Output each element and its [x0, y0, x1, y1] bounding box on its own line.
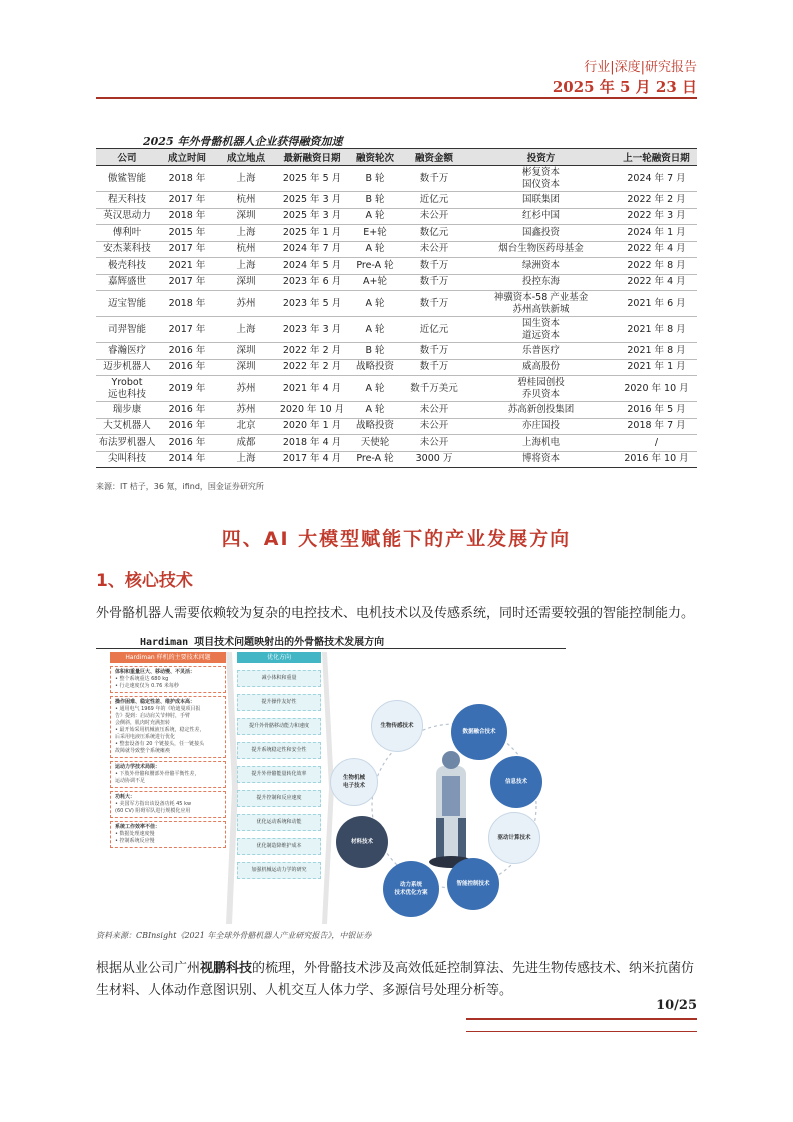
table-cell: 数千万美元 — [402, 376, 466, 402]
table-cell: 睿瀚医疗 — [96, 343, 158, 360]
table-cell: 迈步机器人 — [96, 359, 158, 376]
table-cell: 3000 万 — [402, 451, 466, 468]
problem-item: • 行走速度仅为 0.76 米每秒 — [115, 683, 179, 689]
table-cell: 2018 年 — [158, 291, 216, 317]
subsection-title: 1、核心技术 — [96, 571, 193, 591]
problem-item: (60 CV) 阻碍军队进行规模化应用 — [115, 808, 191, 814]
table-cell: 安杰莱科技 — [96, 241, 158, 258]
table-cell: 2017 年 — [158, 317, 216, 343]
middle-panel — [237, 652, 321, 879]
table-cell: 2016 年 — [158, 418, 216, 435]
table-cell: 2021 年 6 月 — [616, 291, 697, 317]
tech-circle-right-low: 驱动计算技术 — [488, 812, 540, 864]
table-cell: 国鑫投资 — [466, 225, 616, 242]
table-cell: 2022 年 4 月 — [616, 241, 697, 258]
problem-item: • 美国军方指出该设备功耗 45 kw — [115, 801, 192, 807]
table-cell: 国生资本 道远资本 — [466, 317, 616, 343]
column-header: 成立地点 — [216, 149, 276, 166]
table-cell: 2025 年 1 月 — [276, 225, 348, 242]
table-row — [96, 451, 697, 468]
table-cell: 数千万 — [402, 359, 466, 376]
column-header: 投资方 — [466, 149, 616, 166]
table-cell: 2016 年 — [158, 402, 216, 419]
optimization-item: 提升操作友好性 — [237, 694, 321, 711]
table-cell: 2022 年 2 月 — [276, 343, 348, 360]
problem-box — [110, 761, 226, 788]
table-cell: 2015 年 — [158, 225, 216, 242]
table-cell: 近亿元 — [402, 317, 466, 343]
column-header: 融资轮次 — [348, 149, 402, 166]
table-cell: Pre-A 轮 — [348, 258, 402, 275]
table-cell: 2020 年 10 月 — [616, 376, 697, 402]
table-cell: 2017 年 — [158, 192, 216, 209]
table-cell: 2020 年 1 月 — [276, 418, 348, 435]
table-cell: 2016 年 — [158, 343, 216, 360]
table-row — [96, 258, 697, 275]
table-cell: 2024 年 7 月 — [276, 241, 348, 258]
table-cell: A 轮 — [348, 317, 402, 343]
table-cell: 2025 年 3 月 — [276, 208, 348, 225]
table-cell: 2022 年 8 月 — [616, 258, 697, 275]
table-row — [96, 208, 697, 225]
table-cell: A 轮 — [348, 291, 402, 317]
optimization-item: 提升外骨骼移动能力和速度 — [237, 718, 321, 735]
problem-item: • 整个系统重达 680 kg — [115, 676, 169, 682]
tech-circle-bottom: 动力系统 技术优化方案 — [383, 861, 439, 917]
table-cell: 2022 年 4 月 — [616, 274, 697, 291]
table-cell: 傅利叶 — [96, 225, 158, 242]
table-cell: 苏高新创投集团 — [466, 402, 616, 419]
table-cell: B 轮 — [348, 343, 402, 360]
tech-circle-right: 信息技术 — [490, 756, 542, 808]
table-cell: 成都 — [216, 435, 276, 452]
table-cell: 2017 年 — [158, 241, 216, 258]
footer-rule-thin — [466, 1031, 697, 1032]
table-cell: 数千万 — [402, 166, 466, 192]
table-cell: 深圳 — [216, 359, 276, 376]
table-cell: 2018 年 — [158, 208, 216, 225]
table-cell: 上海机电 — [466, 435, 616, 452]
optimization-item: 减小体积和重量 — [237, 670, 321, 687]
table-cell: 杭州 — [216, 241, 276, 258]
optimization-item: 加强机械运动力学的研究 — [237, 862, 321, 879]
table-cell: 2018 年 4 月 — [276, 435, 348, 452]
header-category: 行业|深度|研究报告 — [584, 60, 697, 75]
table-title: 2025 年外骨骼机器人企业获得融资加速 — [143, 135, 343, 148]
table-cell: 迈宝智能 — [96, 291, 158, 317]
optimization-item: 提升外骨骼能量转化效率 — [237, 766, 321, 783]
table-cell: 近亿元 — [402, 192, 466, 209]
table-cell: E+轮 — [348, 225, 402, 242]
table-row — [96, 291, 697, 317]
table-cell: 布法罗机器人 — [96, 435, 158, 452]
table-cell: 神骥资本-58 产业基金 苏州高铁新城 — [466, 291, 616, 317]
table-cell: 2024 年 5 月 — [276, 258, 348, 275]
table-cell: 嘉辉盛世 — [96, 274, 158, 291]
table-cell: 2019 年 — [158, 376, 216, 402]
table-cell: 2021 年 1 月 — [616, 359, 697, 376]
table-cell: 烟台生物医药母基金 — [466, 241, 616, 258]
table-cell: 上海 — [216, 317, 276, 343]
problem-item: 后采用电液压系统进行优化 — [115, 734, 176, 740]
table-cell: 数千万 — [402, 274, 466, 291]
left-panel-header: Hardiman 样机的主要技术问题 — [110, 652, 226, 663]
table-cell: 尖叫科技 — [96, 451, 158, 468]
table-cell: A 轮 — [348, 241, 402, 258]
problem-box — [110, 821, 226, 848]
header-date: 2025 年 5 月 23 日 — [552, 78, 697, 96]
table-cell: 数千万 — [402, 258, 466, 275]
table-cell: 2020 年 10 月 — [276, 402, 348, 419]
figure-source: 资料来源：CBInsight《2021 年全球外骨骼机器人产业研究报告》，中银证券 — [96, 931, 372, 940]
tech-circle-left: 材料技术 — [336, 816, 388, 868]
table-cell: 2016 年 — [158, 435, 216, 452]
column-header: 公司 — [96, 149, 158, 166]
table-cell: 天使轮 — [348, 435, 402, 452]
problem-box-title: 运动力学技术局限： — [115, 764, 161, 770]
table-cell: 数千万 — [402, 291, 466, 317]
optimization-item: 提升系统稳定性和安全性 — [237, 742, 321, 759]
problem-item: • 下肢外骨骼和腰部外骨骼平衡性差， — [115, 771, 200, 777]
footer-rule — [466, 1018, 697, 1020]
tech-circle-bottom-right: 智能控制技术 — [447, 858, 499, 910]
table-cell: 乐普医疗 — [466, 343, 616, 360]
problem-box-title: 体积和重量巨大、移动慢、不灵活： — [115, 669, 196, 675]
figure-title: Hardiman 项目技术问题映射出的外骨骼技术发展方向 — [140, 637, 385, 648]
table-cell: 2025 年 5 月 — [276, 166, 348, 192]
tech-figure — [100, 652, 562, 924]
tech-circle-top-right: 数据融合技术 — [451, 704, 507, 760]
table-cell: 未公开 — [402, 418, 466, 435]
table-cell: 未公开 — [402, 402, 466, 419]
table-cell: 未公开 — [402, 208, 466, 225]
table-cell: 2017 年 4 月 — [276, 451, 348, 468]
paragraph-2-company: 视鹏科技 — [200, 961, 253, 976]
page-number: 10/25 — [656, 998, 697, 1013]
tech-circle-left-top: 生物机械 电子技术 — [330, 758, 378, 806]
problem-box-title: 系统工作效率不佳： — [115, 824, 161, 830]
table-header-row — [96, 149, 697, 166]
table-cell: 深圳 — [216, 208, 276, 225]
table-cell: 2025 年 3 月 — [276, 192, 348, 209]
table-cell: B 轮 — [348, 166, 402, 192]
problem-box — [110, 666, 226, 693]
table-cell: 威高股份 — [466, 359, 616, 376]
table-cell: Yrobot 远也科技 — [96, 376, 158, 402]
section-title: 四、AI 大模型赋能下的产业发展方向 — [221, 528, 572, 550]
table-row — [96, 317, 697, 343]
table-cell: 战略投资 — [348, 359, 402, 376]
optimization-item: 优化运动系统和动能 — [237, 814, 321, 831]
table-cell: 程天科技 — [96, 192, 158, 209]
problem-box — [110, 791, 226, 818]
column-header: 上一轮融资日期 — [616, 149, 697, 166]
table-cell: 2014 年 — [158, 451, 216, 468]
table-cell: 苏州 — [216, 402, 276, 419]
table-row — [96, 166, 697, 192]
table-cell: 2021 年 8 月 — [616, 317, 697, 343]
table-cell: 2016 年 — [158, 359, 216, 376]
table-cell: 上海 — [216, 451, 276, 468]
table-cell: / — [616, 435, 697, 452]
table-cell: 红杉中国 — [466, 208, 616, 225]
problem-item: 会侧斜，肌肉时充满扭转 — [115, 720, 171, 726]
table-row — [96, 192, 697, 209]
table-cell: 杭州 — [216, 192, 276, 209]
table-cell: 未公开 — [402, 241, 466, 258]
table-cell: 2023 年 3 月 — [276, 317, 348, 343]
table-row — [96, 225, 697, 242]
table-cell: 2024 年 1 月 — [616, 225, 697, 242]
left-panel — [110, 652, 226, 924]
optimization-item: 提升控制和反应速度 — [237, 790, 321, 807]
table-cell: 彬复资本 国仪资本 — [466, 166, 616, 192]
problem-item: • 控制系统反应慢 — [115, 838, 155, 844]
table-cell: 苏州 — [216, 376, 276, 402]
problem-item: 运动协调不足 — [115, 778, 146, 784]
problem-item: 告》提到：启动肩关节伸肘，手臂 — [115, 713, 191, 719]
table-cell: 2018 年 7 月 — [616, 418, 697, 435]
table-cell: B 轮 — [348, 192, 402, 209]
table-cell: 2022 年 2 月 — [616, 192, 697, 209]
table-row — [96, 435, 697, 452]
table-cell: A+轮 — [348, 274, 402, 291]
table-cell: 上海 — [216, 258, 276, 275]
table-cell: 2023 年 5 月 — [276, 291, 348, 317]
figure-rule — [96, 648, 566, 649]
table-cell: 2022 年 2 月 — [276, 359, 348, 376]
problem-item: • 整套设备有 20 个链接头，任一链接头 — [115, 741, 205, 747]
table-row — [96, 402, 697, 419]
table-cell: 国联集团 — [466, 192, 616, 209]
middle-panel-header: 优化方向 — [237, 652, 321, 663]
column-header: 最新融资日期 — [276, 149, 348, 166]
problem-item: • 数据处理速度慢 — [115, 831, 155, 837]
paragraph-2 — [96, 958, 706, 1002]
table-cell: 2023 年 6 月 — [276, 274, 348, 291]
column-header: 成立时间 — [158, 149, 216, 166]
table-cell: 投控东海 — [466, 274, 616, 291]
problem-box — [110, 696, 226, 758]
table-row — [96, 343, 697, 360]
problem-item: 故障就导致整个系统瘫痪 — [115, 748, 171, 754]
problem-item: • 通用电气 1969 年的《哈迪曼项目报 — [115, 706, 201, 712]
table-cell: 2017 年 — [158, 274, 216, 291]
table-cell: 2024 年 7 月 — [616, 166, 697, 192]
problem-box-title: 功耗大： — [115, 794, 136, 800]
table-cell: 2016 年 5 月 — [616, 402, 697, 419]
table-cell: 2018 年 — [158, 166, 216, 192]
table-cell: 极壳科技 — [96, 258, 158, 275]
table-cell: A 轮 — [348, 402, 402, 419]
table-cell: 碧桂园创投 乔贝资本 — [466, 376, 616, 402]
table-cell: 2016 年 10 月 — [616, 451, 697, 468]
optimization-item: 优化制造降维护成本 — [237, 838, 321, 855]
table-cell: 未公开 — [402, 435, 466, 452]
paragraph-2-prefix: 根据从业公司广州 — [96, 961, 201, 976]
paragraph-1: 外骨骼机器人需要依赖较为复杂的电控技术、电机技术以及传感系统，同时还需要较强的智能控制能力。 — [96, 606, 695, 621]
table-cell: 大艾机器人 — [96, 418, 158, 435]
column-header: 融资金额 — [402, 149, 466, 166]
table-cell: 2022 年 3 月 — [616, 208, 697, 225]
table-cell: 2021 年 — [158, 258, 216, 275]
table-cell: 上海 — [216, 166, 276, 192]
table-row — [96, 376, 697, 402]
table-cell: 2021 年 8 月 — [616, 343, 697, 360]
table-cell: 博将资本 — [466, 451, 616, 468]
table-cell: 2021 年 4 月 — [276, 376, 348, 402]
table-row — [96, 241, 697, 258]
table-cell: 亦庄国投 — [466, 418, 616, 435]
financing-table — [96, 148, 697, 468]
table-cell: 数千万 — [402, 343, 466, 360]
table-cell: 苏州 — [216, 291, 276, 317]
table-cell: 瑞步康 — [96, 402, 158, 419]
tech-circle-top: 生物传感技术 — [371, 700, 423, 752]
table-cell: 司羿智能 — [96, 317, 158, 343]
table-cell: Pre-A 轮 — [348, 451, 402, 468]
table-cell: 深圳 — [216, 274, 276, 291]
table-cell: 深圳 — [216, 343, 276, 360]
table-cell: 数亿元 — [402, 225, 466, 242]
table-cell: 上海 — [216, 225, 276, 242]
problem-box-title: 操作困难、稳定性差、维护成本高： — [115, 699, 196, 705]
table-source: 来源：IT 桔子，36 氪，ifind，国金证券研究所 — [96, 482, 264, 491]
paragraph-2-suffix: 的梳理，外骨骼技术涉及高效低延控制算法、先进生物传感技术、纳米抗菌仿生材料、人体动作意图识别、人机交互人体力学、多源信号处理分析等。 — [96, 961, 695, 998]
problem-item: • 最开始采用机械液压系统，稳定性差， — [115, 727, 205, 733]
header-rule — [96, 97, 697, 99]
table-row — [96, 274, 697, 291]
table-cell: 绿洲资本 — [466, 258, 616, 275]
table-cell: 傲鲨智能 — [96, 166, 158, 192]
table-row — [96, 418, 697, 435]
table-cell: 战略投资 — [348, 418, 402, 435]
table-cell: A 轮 — [348, 376, 402, 402]
table-row — [96, 359, 697, 376]
table-cell: A 轮 — [348, 208, 402, 225]
table-cell: 英汉思动力 — [96, 208, 158, 225]
table-cell: 北京 — [216, 418, 276, 435]
